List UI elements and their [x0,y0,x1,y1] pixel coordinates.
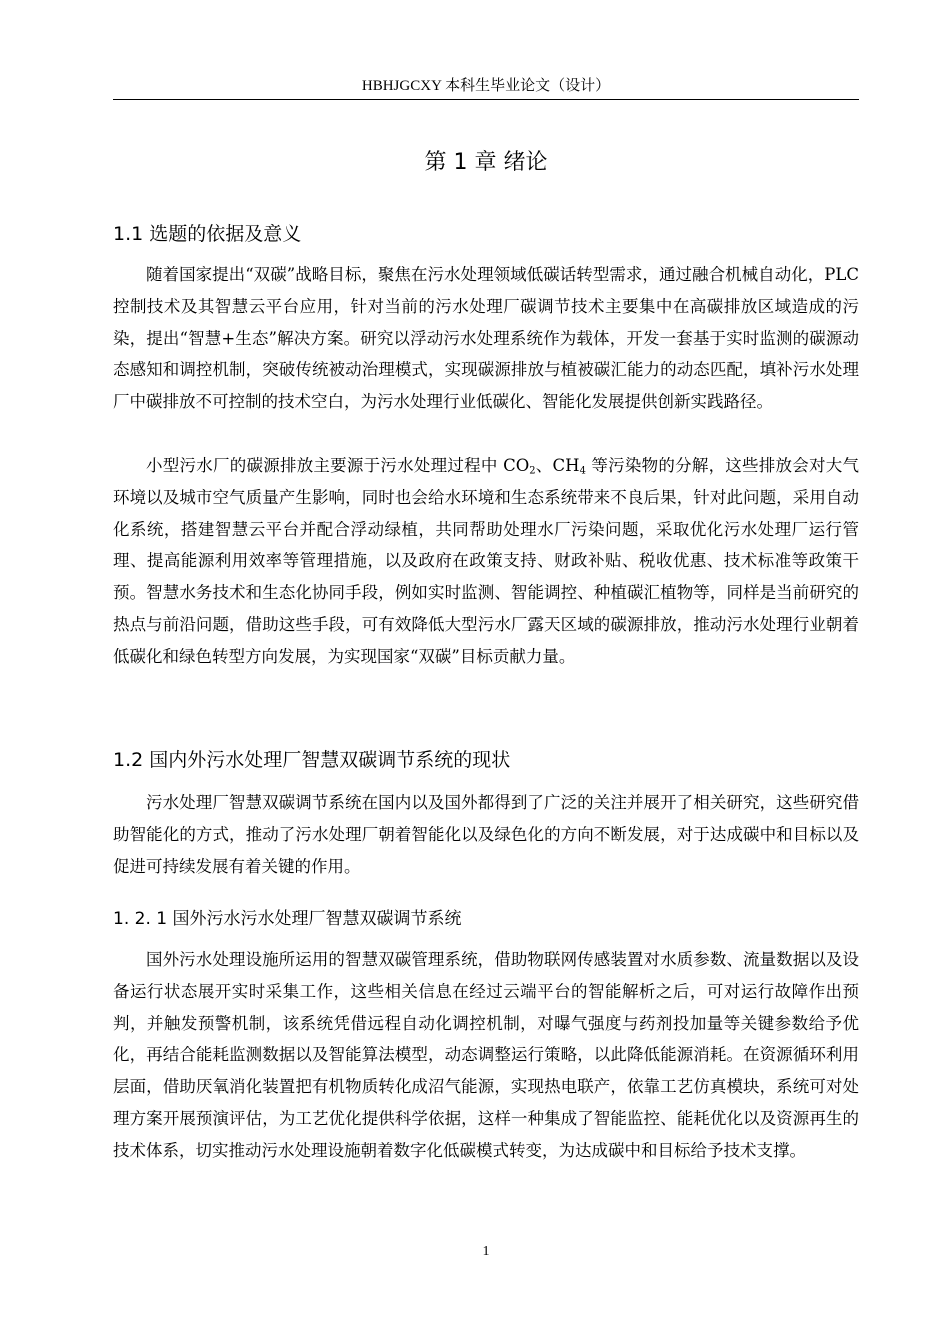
paragraph-1-1-b-part2: 、CH [535,456,580,475]
paragraph-1-1-a: 随着国家提出“双碳”战略目标，聚焦在污水处理领域低碳话转型需求，通过融合机械自动化，PLC 控制技术及其智慧云平台应用，针对当前的污水处理厂碳调节技术主要集中在高碳排放区域造成的污染，提出“智慧+生态”解决方案。研究以浮动污水处理系统作为载体，开发一套基于实时监测的碳源动态感知和调控机制，突破传统被动治理模式，实现碳源排放与植被碳汇能力的动态匹配，填补污水处理厂中碳排放不可控制的技术空白，为污水处理行业低碳化、智能化发展提供创新实践路径。 [113,265,859,412]
co2-subscript: 2 [529,465,536,477]
subsection-heading-1-2-1: 1. 2. 1 国外污水污水处理厂智慧双碳调节系统 [113,909,462,929]
paragraph-1-2-a: 污水处理厂智慧双碳调节系统在国内以及国外都得到了广泛的关注并展开了相关研究，这些研究借助智能化的方式，推动了污水处理厂朝着智能化以及绿色化的方向不断发展，对于达成碳中和目标以及促进可持续发展有着关键的作用。 [113,793,859,876]
header-divider [113,99,859,100]
section-heading-1-1: 1.1 选题的依据及意义 [113,223,302,245]
ch4-subscript: 4 [579,465,586,477]
page-number: 1 [482,1244,490,1259]
chapter-title: 第 1 章 绪论 [424,150,548,175]
paragraph-1-1-b [113,450,859,673]
paragraph-1-2-1-a: 国外污水处理设施所运用的智慧双碳管理系统，借助物联网传感装置对水质参数、流量数据以及设备运行状态展开实时采集工作，这些相关信息在经过云端平台的智能解析之后，可对运行故障作出预判，并触发预警机制，该系统凭借远程自动化调控机制，对曝气强度与药剂投加量等关键参数给予优化，再结合能耗监测数据以及智能算法模型，动态调整运行策略，以此降低能源消耗。在资源循环利用层面，借助厌氧消化装置把有机物质转化成沼气能源，实现热电联产，依靠工艺仿真模块，系统可对处理方案开展预演评估，为工艺优化提供科学依据，这样一种集成了智能监控、能耗优化以及资源再生的技术体系，切实推动污水处理设施朝着数字化低碳模式转变，为达成碳中和目标给予技术支撑。 [113,950,859,1160]
running-header: HBHJGCXY 本科生毕业论文（设计） [361,78,611,94]
section-heading-1-2: 1.2 国内外污水处理厂智慧双碳调节系统的现状 [113,749,511,771]
paragraph-1-1-b-part1: 小型污水厂的碳源排放主要源于污水处理过程中 CO [146,456,530,475]
paragraph-1-1-b-part3: 等污染物的分解，这些排放会对大气环境以及城市空气质量产生影响，同时也会给水环境和生态系统带来不良后果，针对此问题，采用自动化系统，搭建智慧云平台并配合浮动绿植，共同帮助处理水厂污染问题，采取优化污水处理厂运行管理、提高能源利用效率等管理措施，以及政府在政策支持、财政补贴、税收优惠、技术标准等政策干预。智慧水务技术和生态化协同手段，例如实时监测、智能调控、种植碳汇植物等，同样是当前研究的热点与前沿问题，借助这些手段，可有效降低大型污水厂露天区域的碳源排放，推动污水处理行业朝着低碳化和绿色转型方向发展，为实现国家“双碳”目标贡献力量。 [113,456,860,666]
